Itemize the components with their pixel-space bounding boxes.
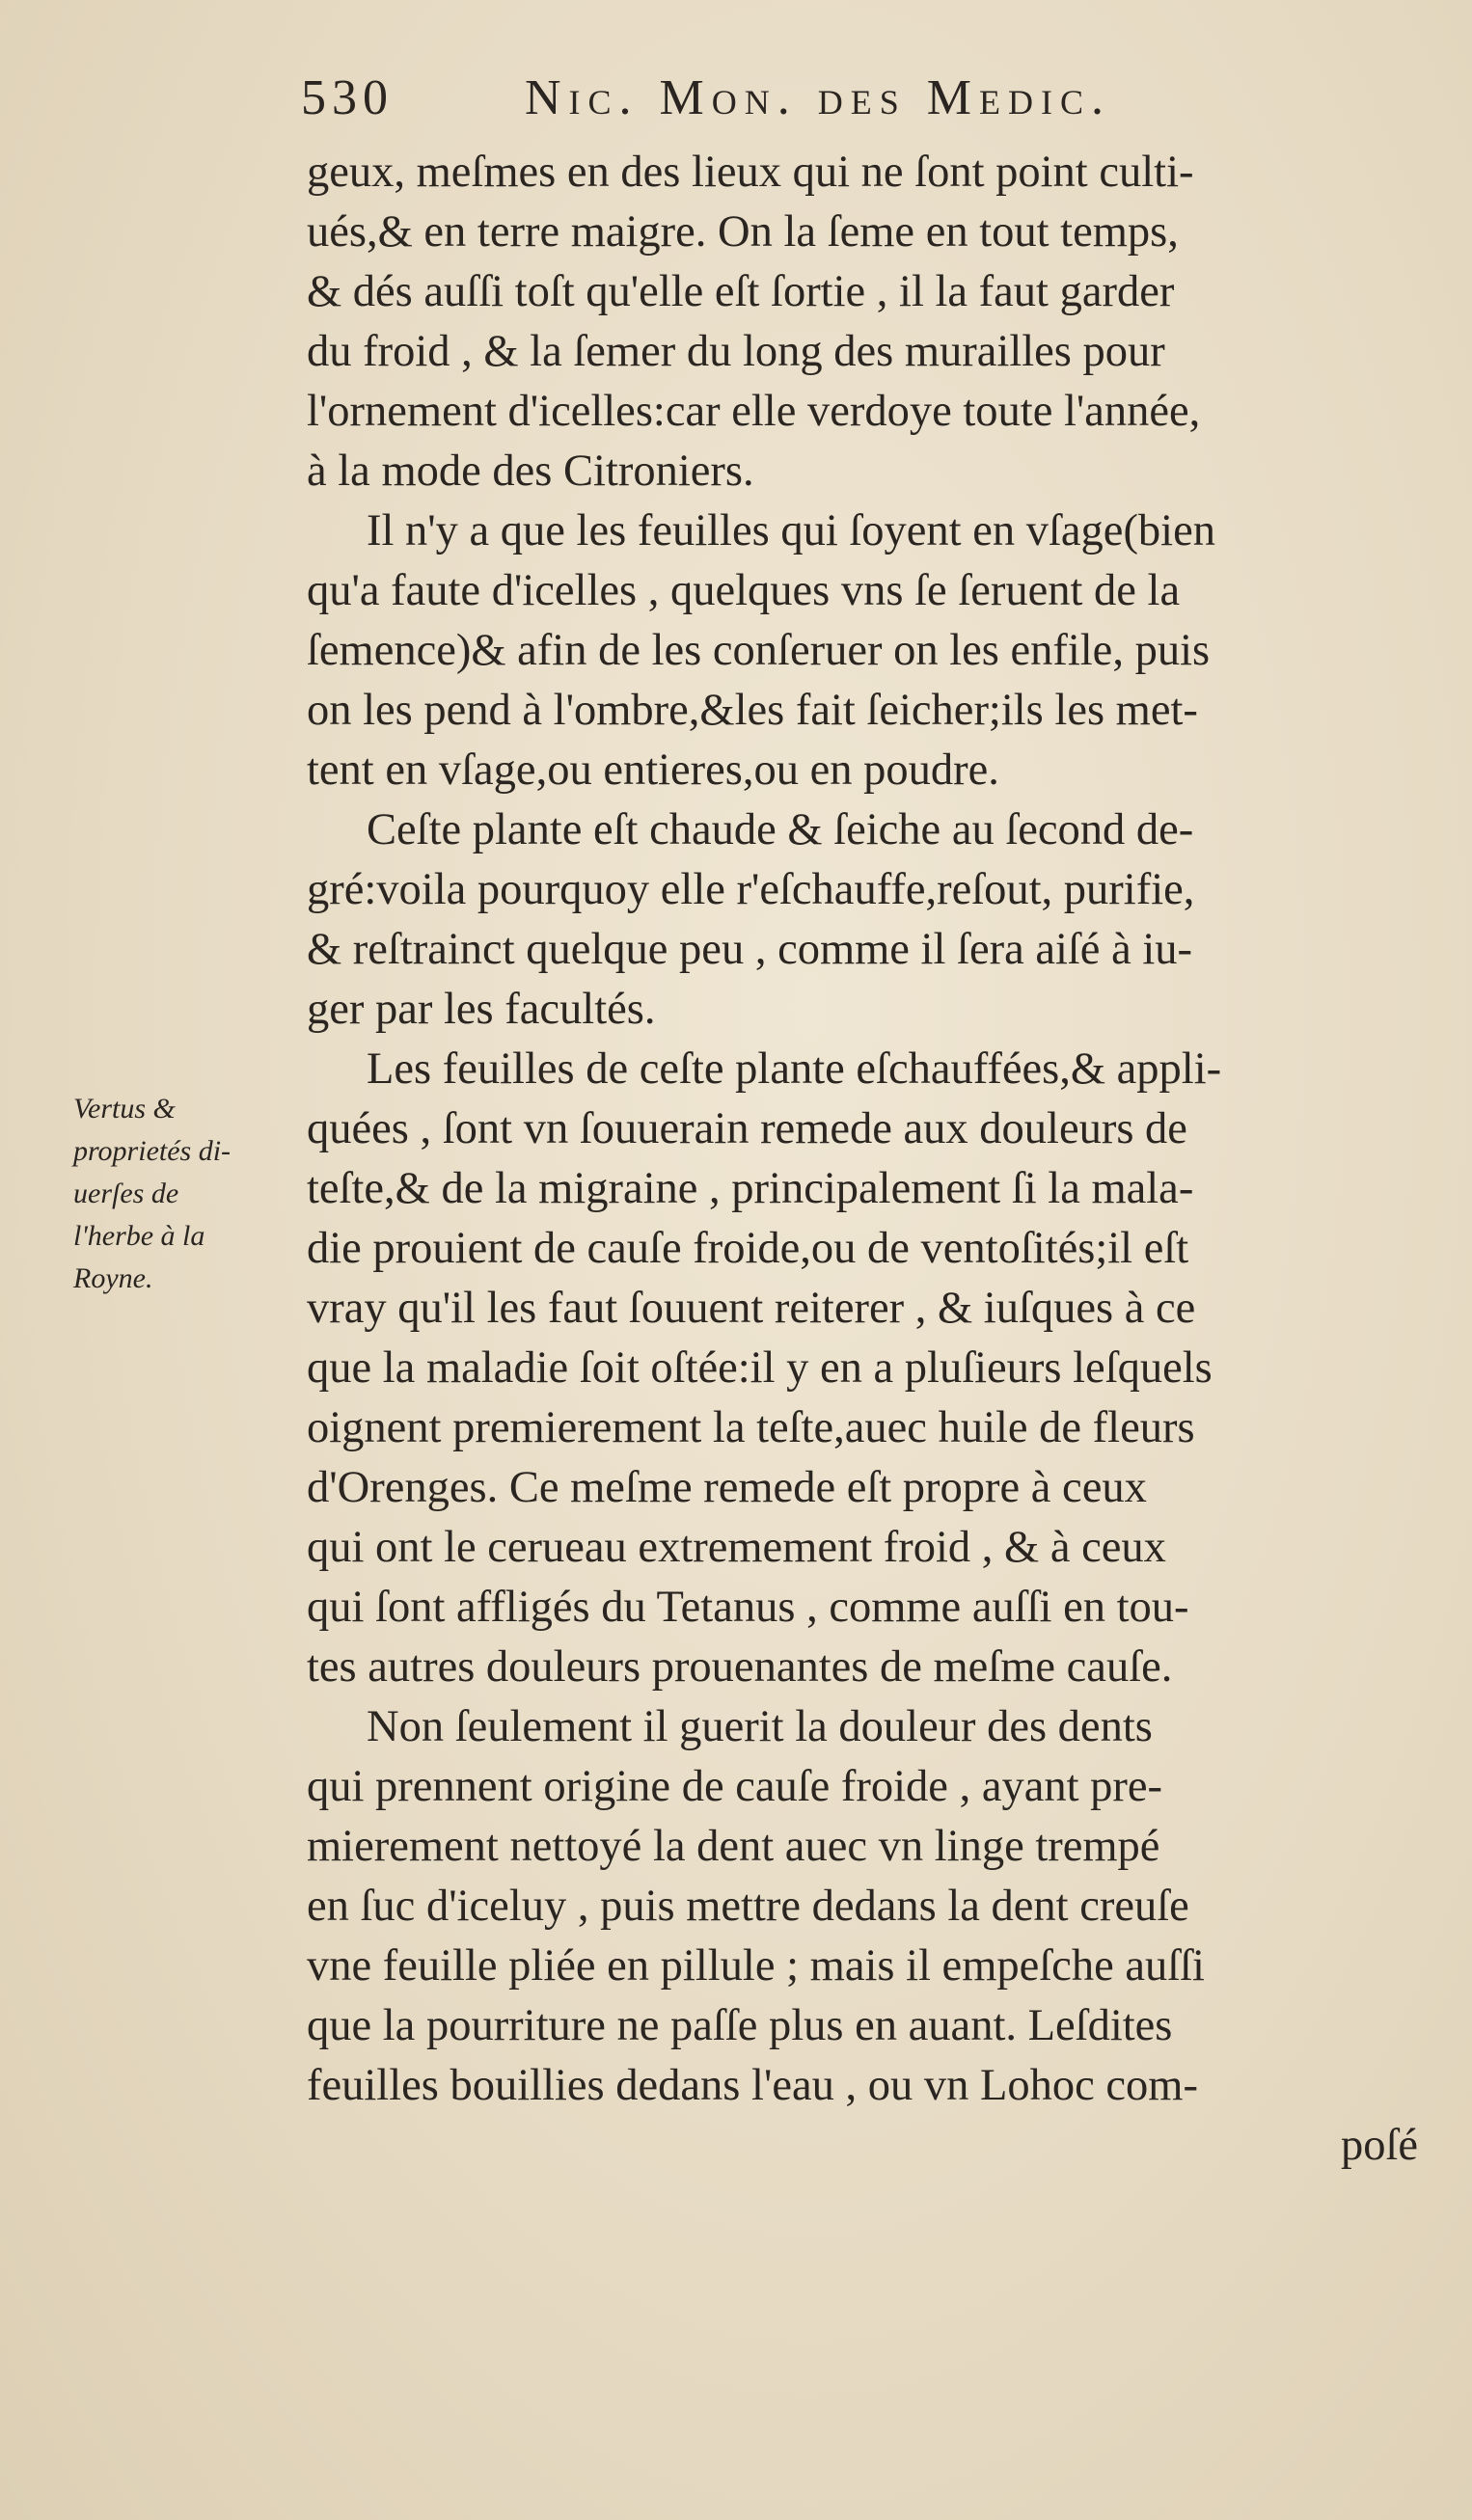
text-line: en ſuc d'iceluy , puis mettre dedans la dent creuſe (307, 1882, 1189, 1931)
text-line: qui ont le cerueau extremement froid , & à ceux (307, 1523, 1166, 1572)
text-line: geux, meſmes en des lieux qui ne ſont point culti- (307, 148, 1194, 197)
margin-note (73, 1088, 295, 1300)
text-line: quées , ſont vn ſouuerain remede aux douleurs de (307, 1104, 1187, 1153)
margin-note-line: Royne. (73, 1262, 153, 1294)
text-line: Les feuilles de ceſte plante eſchauffées,& appli- (367, 1044, 1222, 1094)
running-title: Nic. Mon. des Medic. (525, 70, 1112, 125)
text-line: du froid , & la ſemer du long des murailles pour (307, 327, 1165, 376)
text-line: qui prennent origine de cauſe froide , ayant pre- (307, 1762, 1162, 1811)
text-line: oignent premierement la teſte,auec huile de fleurs (307, 1403, 1195, 1452)
text-line: qui ſont affligés du Tetanus , comme auſſi en tou- (307, 1583, 1189, 1632)
text-line: teſte,& de la migraine , principalement ſi la mala- (307, 1164, 1194, 1213)
margin-note-line: Vertus & (73, 1093, 176, 1125)
text-line: tes autres douleurs prouenantes de meſme cauſe. (307, 1642, 1173, 1692)
margin-note-line: proprietés di- (73, 1135, 232, 1167)
body-text (307, 143, 1437, 2176)
text-line: & dés auſſi toſt qu'elle eſt ſortie , il la faut garder (307, 267, 1175, 316)
text-line: qu'a faute d'icelles , quelques vns ſe ſeruent de la (307, 566, 1181, 615)
text-line: ués,& en terre maigre. On la ſeme en tout temps, (307, 207, 1179, 257)
text-line: à la mode des Citroniers. (307, 447, 754, 496)
margin-note-line: l'herbe à la (73, 1220, 205, 1252)
text-line: die prouient de cauſe froide,ou de ventoſités;il eſt (307, 1224, 1189, 1273)
text-line: poſé (1340, 2121, 1418, 2170)
text-line: Ceſte plante eſt chaude & ſeiche au ſecond de- (367, 805, 1194, 854)
text-line: Il n'y a que les feuilles qui ſoyent en vſage(bien (367, 506, 1215, 555)
text-line: que la maladie ſoit oſtée:il y en a pluſieurs leſquels (307, 1343, 1213, 1393)
text-line: vne feuille pliée en pillule ; mais il empeſche auſſi (307, 1941, 1205, 1991)
text-line: l'ornement d'icelles:car elle verdoye toute l'année, (307, 387, 1201, 436)
text-line: gré:voila pourquoy elle r'eſchauffe,reſout, purifie, (307, 865, 1195, 914)
text-line: tent en vſage,ou entieres,ou en poudre. (307, 745, 999, 795)
margin-note-line: uerſes de (73, 1178, 179, 1209)
text-line: ſemence)& afin de les conſeruer on les enfile, puis (307, 626, 1211, 675)
text-line: d'Orenges. Ce meſme remede eſt propre à ceux (307, 1463, 1147, 1512)
text-line: & reſtrainct quelque peu , comme il ſera aiſé à iu- (307, 925, 1192, 974)
text-line: Non ſeulement il guerit la douleur des dents (367, 1702, 1153, 1751)
text-line: ger par les facultés. (307, 985, 656, 1034)
page-header (301, 69, 1439, 137)
text-line: feuilles bouillies dedans l'eau , ou vn Lohoc com- (307, 2061, 1198, 2110)
page-number: 530 (301, 70, 394, 125)
text-line: mierement nettoyé la dent auec vn linge trempé (307, 1822, 1160, 1871)
text-line: on les pend à l'ombre,&les fait ſeicher;ils les met- (307, 686, 1198, 735)
text-line: que la pourriture ne paſſe plus en auant. Leſdites (307, 2001, 1173, 2050)
text-line: vray qu'il les faut ſouuent reiterer , & iuſques à ce (307, 1284, 1196, 1333)
